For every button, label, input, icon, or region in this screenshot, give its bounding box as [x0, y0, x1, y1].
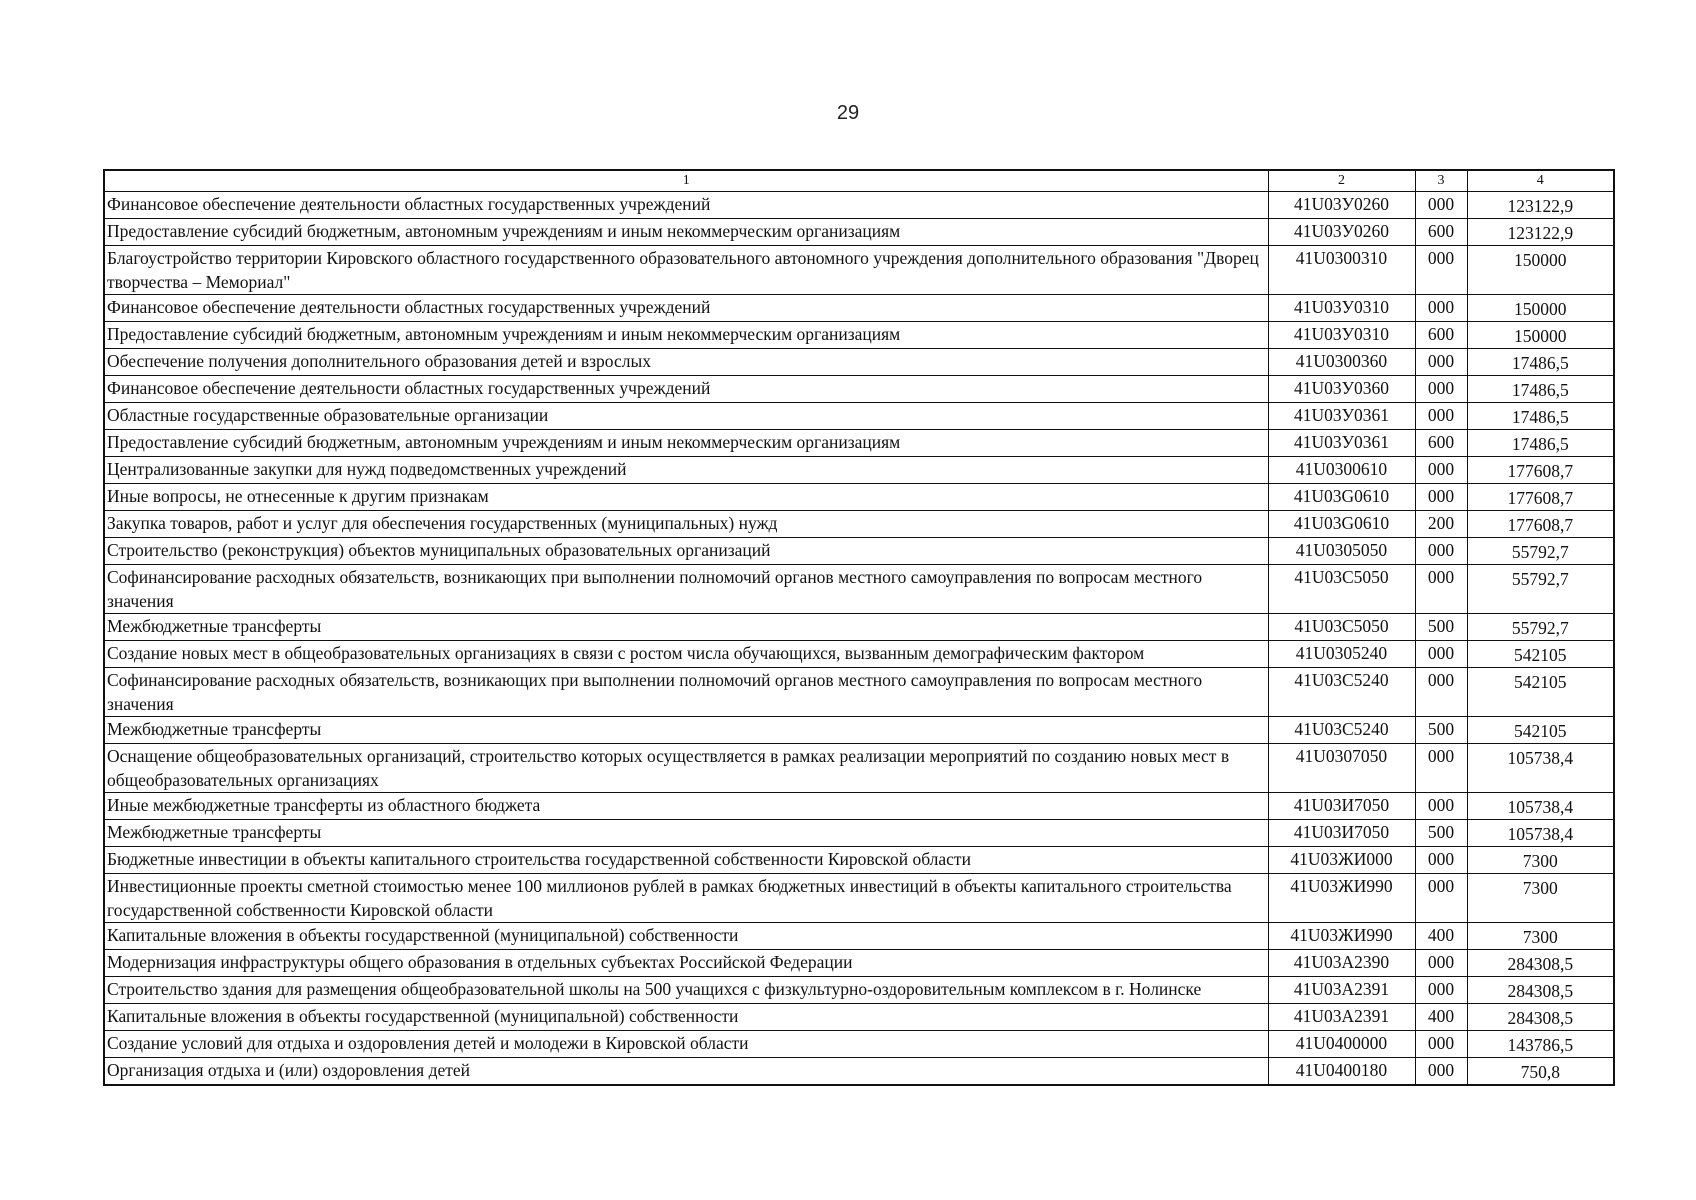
amount-cell: 750,8 — [1467, 1058, 1614, 1086]
amount-cell: 55792,7 — [1467, 565, 1614, 614]
expense-type-cell: 000 — [1415, 376, 1467, 403]
column-header-2: 2 — [1268, 170, 1415, 192]
expense-type-cell: 600 — [1415, 322, 1467, 349]
expense-type-cell: 000 — [1415, 874, 1467, 923]
target-code-cell: 41U03У0260 — [1268, 192, 1415, 219]
target-code-cell: 41U03И7050 — [1268, 820, 1415, 847]
expense-name-cell: Областные государственные образовательные организации — [104, 403, 1268, 430]
table-body — [104, 192, 1614, 1086]
table-row — [104, 744, 1614, 793]
table-row — [104, 219, 1614, 246]
target-code-cell: 41U03У0310 — [1268, 295, 1415, 322]
expense-name-cell: Софинансирование расходных обязательств, возникающих при выполнении полномочий органов местного самоуправления по вопросам местного значения — [104, 668, 1268, 717]
target-code-cell: 41U03У0361 — [1268, 403, 1415, 430]
amount-cell: 105738,4 — [1467, 820, 1614, 847]
expense-name-cell: Финансовое обеспечение деятельности областных государственных учреждений — [104, 376, 1268, 403]
target-code-cell: 41U03G0610 — [1268, 511, 1415, 538]
target-code-cell: 41U0400180 — [1268, 1058, 1415, 1086]
amount-cell: 123122,9 — [1467, 192, 1614, 219]
expense-name-cell: Межбюджетные трансферты — [104, 717, 1268, 744]
table-row — [104, 668, 1614, 717]
table-row — [104, 1031, 1614, 1058]
amount-cell: 150000 — [1467, 322, 1614, 349]
column-header-1: 1 — [104, 170, 1268, 192]
expense-name-cell: Централизованные закупки для нужд подведомственных учреждений — [104, 457, 1268, 484]
expense-type-cell: 000 — [1415, 484, 1467, 511]
expense-name-cell: Иные вопросы, не отнесенные к другим признакам — [104, 484, 1268, 511]
target-code-cell: 41U03G0610 — [1268, 484, 1415, 511]
table-row — [104, 565, 1614, 614]
expense-name-cell: Финансовое обеспечение деятельности областных государственных учреждений — [104, 295, 1268, 322]
expense-type-cell: 400 — [1415, 1004, 1467, 1031]
expense-name-cell: Межбюджетные трансферты — [104, 820, 1268, 847]
budget-table — [103, 169, 1615, 1086]
expense-type-cell: 000 — [1415, 565, 1467, 614]
expense-type-cell: 000 — [1415, 744, 1467, 793]
amount-cell: 17486,5 — [1467, 403, 1614, 430]
amount-cell: 17486,5 — [1467, 376, 1614, 403]
amount-cell: 150000 — [1467, 295, 1614, 322]
table-row — [104, 403, 1614, 430]
expense-name-cell: Строительство (реконструкция) объектов муниципальных образовательных организаций — [104, 538, 1268, 565]
amount-cell: 105738,4 — [1467, 744, 1614, 793]
expense-type-cell: 000 — [1415, 295, 1467, 322]
amount-cell: 177608,7 — [1467, 484, 1614, 511]
expense-type-cell: 000 — [1415, 977, 1467, 1004]
amount-cell: 7300 — [1467, 847, 1614, 874]
target-code-cell: 41U03C5240 — [1268, 668, 1415, 717]
table-header-row — [104, 170, 1614, 192]
target-code-cell: 41U03ЖИ000 — [1268, 847, 1415, 874]
expense-name-cell: Организация отдыха и (или) оздоровления детей — [104, 1058, 1268, 1086]
expense-name-cell: Создание новых мест в общеобразовательных организациях в связи с ростом числа обучающихся, вызванным демографическим фактором — [104, 641, 1268, 668]
target-code-cell: 41U03A2391 — [1268, 1004, 1415, 1031]
expense-type-cell: 000 — [1415, 950, 1467, 977]
amount-cell: 17486,5 — [1467, 349, 1614, 376]
expense-type-cell: 000 — [1415, 538, 1467, 565]
column-header-3: 3 — [1415, 170, 1467, 192]
expense-name-cell: Предоставление субсидий бюджетным, автономным учреждениям и иным некоммерческим организациям — [104, 219, 1268, 246]
expense-name-cell: Софинансирование расходных обязательств, возникающих при выполнении полномочий органов местного самоуправления по вопросам местного значения — [104, 565, 1268, 614]
expense-type-cell: 500 — [1415, 820, 1467, 847]
expense-type-cell: 000 — [1415, 403, 1467, 430]
target-code-cell: 41U03У0260 — [1268, 219, 1415, 246]
target-code-cell: 41U03C5050 — [1268, 614, 1415, 641]
expense-type-cell: 600 — [1415, 430, 1467, 457]
table-row — [104, 717, 1614, 744]
table-row — [104, 246, 1614, 295]
amount-cell: 7300 — [1467, 923, 1614, 950]
amount-cell: 55792,7 — [1467, 538, 1614, 565]
amount-cell: 542105 — [1467, 641, 1614, 668]
expense-type-cell: 000 — [1415, 1058, 1467, 1086]
expense-type-cell: 600 — [1415, 219, 1467, 246]
amount-cell: 284308,5 — [1467, 950, 1614, 977]
expense-type-cell: 000 — [1415, 1031, 1467, 1058]
amount-cell: 542105 — [1467, 717, 1614, 744]
table-row — [104, 295, 1614, 322]
expense-type-cell: 000 — [1415, 668, 1467, 717]
expense-name-cell: Обеспечение получения дополнительного образования детей и взрослых — [104, 349, 1268, 376]
target-code-cell: 41U0305240 — [1268, 641, 1415, 668]
amount-cell: 123122,9 — [1467, 219, 1614, 246]
target-code-cell: 41U03У0361 — [1268, 430, 1415, 457]
expense-type-cell: 000 — [1415, 457, 1467, 484]
expense-name-cell: Благоустройство территории Кировского областного государственного образовательного автономного учреждения дополнительного образования "Дворец творчества – Мемориал" — [104, 246, 1268, 295]
target-code-cell: 41U0300310 — [1268, 246, 1415, 295]
expense-type-cell: 000 — [1415, 793, 1467, 820]
expense-type-cell: 000 — [1415, 847, 1467, 874]
target-code-cell: 41U03C5050 — [1268, 565, 1415, 614]
amount-cell: 105738,4 — [1467, 793, 1614, 820]
target-code-cell: 41U03C5240 — [1268, 717, 1415, 744]
target-code-cell: 41U03ЖИ990 — [1268, 874, 1415, 923]
expense-name-cell: Создание условий для отдыха и оздоровления детей и молодежи в Кировской области — [104, 1031, 1268, 1058]
table-row — [104, 457, 1614, 484]
amount-cell: 150000 — [1467, 246, 1614, 295]
amount-cell: 17486,5 — [1467, 430, 1614, 457]
table-row — [104, 820, 1614, 847]
table-row — [104, 511, 1614, 538]
target-code-cell: 41U03У0360 — [1268, 376, 1415, 403]
expense-name-cell: Инвестиционные проекты сметной стоимостью менее 100 миллионов рублей в рамках бюджетных инвестиций в объекты капитального строительства государственной собственности Кировской области — [104, 874, 1268, 923]
page-number: 29 — [836, 102, 860, 124]
amount-cell: 284308,5 — [1467, 1004, 1614, 1031]
table-row — [104, 950, 1614, 977]
amount-cell: 177608,7 — [1467, 457, 1614, 484]
expense-name-cell: Строительство здания для размещения общеобразовательной школы на 500 учащихся с физкультурно-оздоровительным комплексом в г. Нолинске — [104, 977, 1268, 1004]
amount-cell: 55792,7 — [1467, 614, 1614, 641]
expense-name-cell: Бюджетные инвестиции в объекты капитального строительства государственной собственности Кировской области — [104, 847, 1268, 874]
expense-name-cell: Закупка товаров, работ и услуг для обеспечения государственных (муниципальных) нужд — [104, 511, 1268, 538]
amount-cell: 177608,7 — [1467, 511, 1614, 538]
table-row — [104, 430, 1614, 457]
expense-name-cell: Капитальные вложения в объекты государственной (муниципальной) собственности — [104, 923, 1268, 950]
amount-cell: 143786,5 — [1467, 1031, 1614, 1058]
table-row — [104, 349, 1614, 376]
target-code-cell: 41U03A2391 — [1268, 977, 1415, 1004]
target-code-cell: 41U0400000 — [1268, 1031, 1415, 1058]
expense-name-cell: Предоставление субсидий бюджетным, автономным учреждениям и иным некоммерческим организациям — [104, 322, 1268, 349]
expense-type-cell: 000 — [1415, 246, 1467, 295]
expense-name-cell: Предоставление субсидий бюджетным, автономным учреждениям и иным некоммерческим организациям — [104, 430, 1268, 457]
table-row — [104, 923, 1614, 950]
table-row — [104, 847, 1614, 874]
table-row — [104, 1058, 1614, 1086]
target-code-cell: 41U0307050 — [1268, 744, 1415, 793]
expense-name-cell: Модернизация инфраструктуры общего образования в отдельных субъектах Российской Федерации — [104, 950, 1268, 977]
amount-cell: 542105 — [1467, 668, 1614, 717]
expense-name-cell: Межбюджетные трансферты — [104, 614, 1268, 641]
table-row — [104, 977, 1614, 1004]
target-code-cell: 41U03A2390 — [1268, 950, 1415, 977]
amount-cell: 284308,5 — [1467, 977, 1614, 1004]
target-code-cell: 41U03И7050 — [1268, 793, 1415, 820]
amount-cell: 7300 — [1467, 874, 1614, 923]
table-row — [104, 322, 1614, 349]
target-code-cell: 41U0305050 — [1268, 538, 1415, 565]
target-code-cell: 41U03ЖИ990 — [1268, 923, 1415, 950]
column-header-4: 4 — [1467, 170, 1614, 192]
table-row — [104, 538, 1614, 565]
target-code-cell: 41U03У0310 — [1268, 322, 1415, 349]
table-row — [104, 376, 1614, 403]
table-row — [104, 1004, 1614, 1031]
expense-type-cell: 000 — [1415, 192, 1467, 219]
expense-name-cell: Оснащение общеобразовательных организаций, строительство которых осуществляется в рамках реализации мероприятий по созданию новых мест в общеобразовательных организациях — [104, 744, 1268, 793]
expense-name-cell: Финансовое обеспечение деятельности областных государственных учреждений — [104, 192, 1268, 219]
expense-type-cell: 000 — [1415, 641, 1467, 668]
table-row — [104, 641, 1614, 668]
table-row — [104, 793, 1614, 820]
expense-type-cell: 000 — [1415, 349, 1467, 376]
table-row — [104, 484, 1614, 511]
expense-name-cell: Капитальные вложения в объекты государственной (муниципальной) собственности — [104, 1004, 1268, 1031]
table-row — [104, 874, 1614, 923]
expense-type-cell: 200 — [1415, 511, 1467, 538]
expense-name-cell: Иные межбюджетные трансферты из областного бюджета — [104, 793, 1268, 820]
expense-type-cell: 500 — [1415, 614, 1467, 641]
expense-type-cell: 500 — [1415, 717, 1467, 744]
target-code-cell: 41U0300610 — [1268, 457, 1415, 484]
target-code-cell: 41U0300360 — [1268, 349, 1415, 376]
table-row — [104, 192, 1614, 219]
table-row — [104, 614, 1614, 641]
expense-type-cell: 400 — [1415, 923, 1467, 950]
